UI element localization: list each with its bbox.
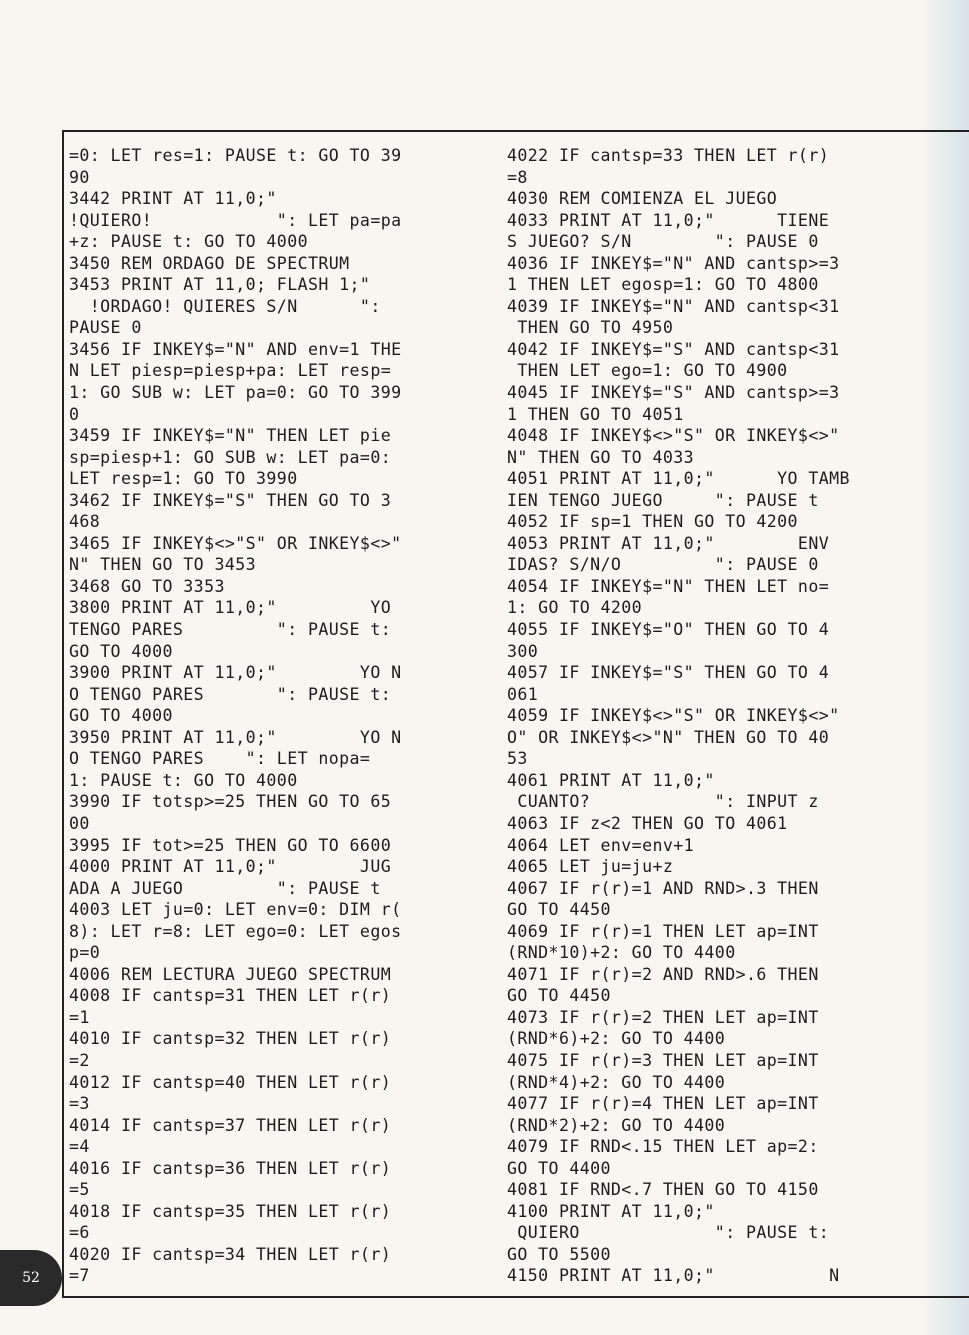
code-line: N LET piesp=piesp+pa: LET resp= xyxy=(69,361,392,381)
code-line: 00 xyxy=(69,813,90,833)
code-line: 4100 PRINT AT 11,0;" xyxy=(507,1201,715,1221)
code-line: 4022 IF cantsp=33 THEN LET r(r) xyxy=(507,146,830,165)
code-line: 3990 IF totsp>=25 THEN GO TO 65 xyxy=(69,792,392,812)
code-line: GO TO 5500 xyxy=(507,1244,611,1264)
code-line: =3 xyxy=(69,1094,90,1114)
code-line: N" THEN GO TO 4033 xyxy=(507,447,695,467)
code-line: 4057 IF INKEY$="S" THEN GO TO 4 xyxy=(507,663,830,683)
code-line: GO TO 4000 xyxy=(69,706,173,726)
code-line: 1: PAUSE t: GO TO 4000 xyxy=(69,770,298,790)
code-line: 4064 LET env=env+1 xyxy=(507,835,695,855)
code-line: S JUEGO? S/N ": PAUSE 0 xyxy=(507,232,819,252)
code-line: =8 xyxy=(507,167,528,187)
code-line: 4071 IF r(r)=2 AND RND>.6 THEN xyxy=(507,964,819,984)
code-line: =7 xyxy=(69,1266,90,1286)
page-number: 52 xyxy=(22,1270,40,1286)
code-line: 4054 IF INKEY$="N" THEN LET no= xyxy=(507,576,830,596)
code-line: 1: GO SUB w: LET pa=0: GO TO 399 xyxy=(69,383,402,403)
code-line: 53 xyxy=(507,749,528,769)
code-line: 1 THEN LET egosp=1: GO TO 4800 xyxy=(507,275,819,295)
code-line: 1 THEN GO TO 4051 xyxy=(507,404,684,424)
listing-left-column xyxy=(69,145,402,1287)
code-line: 4033 PRINT AT 11,0;" TIENE xyxy=(507,210,830,230)
code-line: (RND*4)+2: GO TO 4400 xyxy=(507,1072,726,1092)
code-line: 061 xyxy=(507,684,539,704)
code-line: PAUSE 0 xyxy=(69,318,142,338)
code-line: 3900 PRINT AT 11,0;" YO N xyxy=(69,663,402,683)
code-line: =2 xyxy=(69,1050,90,1070)
code-line: THEN LET ego=1: GO TO 4900 xyxy=(507,361,788,381)
code-line: 4014 IF cantsp=37 THEN LET r(r) xyxy=(69,1115,392,1135)
code-line: 3465 IF INKEY$<>"S" OR INKEY$<>" xyxy=(69,533,402,553)
code-line: +z: PAUSE t: GO TO 4000 xyxy=(69,232,308,252)
code-line: LET resp=1: GO TO 3990 xyxy=(69,469,298,489)
code-line: N" THEN GO TO 3453 xyxy=(69,555,257,575)
code-line: 4042 IF INKEY$="S" AND cantsp<31 xyxy=(507,339,840,359)
code-line: 4069 IF r(r)=1 THEN LET ap=INT xyxy=(507,921,819,941)
code-line: 3459 IF INKEY$="N" THEN LET pie xyxy=(69,426,392,446)
code-line: 300 xyxy=(507,641,539,661)
code-line: IEN TENGO JUEGO ": PAUSE t xyxy=(507,490,819,510)
code-line: 4039 IF INKEY$="N" AND cantsp<31 xyxy=(507,296,840,316)
code-line: GO TO 4400 xyxy=(507,1158,611,1178)
listing-right-column xyxy=(507,145,850,1287)
code-line: =5 xyxy=(69,1180,90,1200)
code-line: p=0 xyxy=(69,943,101,963)
code-line: CUANTO? ": INPUT z xyxy=(507,792,819,812)
code-line: 4048 IF INKEY$<>"S" OR INKEY$<>" xyxy=(507,426,840,446)
code-line: 3442 PRINT AT 11,0;" xyxy=(69,189,277,209)
code-line: 4036 IF INKEY$="N" AND cantsp>=3 xyxy=(507,253,840,273)
code-line: 4020 IF cantsp=34 THEN LET r(r) xyxy=(69,1244,392,1264)
code-line: =1 xyxy=(69,1007,90,1027)
code-line: 4018 IF cantsp=35 THEN LET r(r) xyxy=(69,1201,392,1221)
code-line: 3450 REM ORDAGO DE SPECTRUM xyxy=(69,253,350,273)
code-line: 3950 PRINT AT 11,0;" YO N xyxy=(69,727,402,747)
code-line: GO TO 4450 xyxy=(507,900,611,920)
code-line: 3453 PRINT AT 11,0; FLASH 1;" xyxy=(69,275,371,295)
code-line: 4006 REM LECTURA JUEGO SPECTRUM xyxy=(69,964,392,984)
code-line: 4079 IF RND<.15 THEN LET ap=2: xyxy=(507,1137,819,1157)
code-line: 4051 PRINT AT 11,0;" YO TAMB xyxy=(507,469,850,489)
code-line: 4010 IF cantsp=32 THEN LET r(r) xyxy=(69,1029,392,1049)
code-line: 1: GO TO 4200 xyxy=(507,598,643,618)
code-line: =4 xyxy=(69,1137,90,1157)
code-line: 4008 IF cantsp=31 THEN LET r(r) xyxy=(69,986,392,1006)
code-line: O TENGO PARES ": LET nopa= xyxy=(69,749,371,769)
code-line: 4045 IF INKEY$="S" AND cantsp>=3 xyxy=(507,383,840,403)
code-line: IDAS? S/N/O ": PAUSE 0 xyxy=(507,555,819,575)
code-line: 4067 IF r(r)=1 AND RND>.3 THEN xyxy=(507,878,819,898)
code-line: (RND*6)+2: GO TO 4400 xyxy=(507,1029,726,1049)
code-line: 4077 IF r(r)=4 THEN LET ap=INT xyxy=(507,1094,819,1114)
code-line: 8): LET r=8: LET ego=0: LET egos xyxy=(69,921,402,941)
code-line: 4003 LET ju=0: LET env=0: DIM r( xyxy=(69,900,402,920)
code-line: 468 xyxy=(69,512,101,532)
code-line: !QUIERO! ": LET pa=pa xyxy=(69,210,402,230)
code-line: =6 xyxy=(69,1223,90,1243)
code-line: 4073 IF r(r)=2 THEN LET ap=INT xyxy=(507,1007,819,1027)
code-line: 4016 IF cantsp=36 THEN LET r(r) xyxy=(69,1158,392,1178)
code-line: 4012 IF cantsp=40 THEN LET r(r) xyxy=(69,1072,392,1092)
code-line: 3456 IF INKEY$="N" AND env=1 THE xyxy=(69,339,402,359)
code-line: O TENGO PARES ": PAUSE t: xyxy=(69,684,392,704)
code-line: 4052 IF sp=1 THEN GO TO 4200 xyxy=(507,512,798,532)
code-line: 3468 GO TO 3353 xyxy=(69,576,225,596)
code-line: QUIERO ": PAUSE t: xyxy=(507,1223,830,1243)
code-line: 90 xyxy=(69,167,90,187)
code-line: 4061 PRINT AT 11,0;" xyxy=(507,770,715,790)
code-line: (RND*10)+2: GO TO 4400 xyxy=(507,943,736,963)
code-line: 4053 PRINT AT 11,0;" ENV xyxy=(507,533,830,553)
code-line: 4063 IF z<2 THEN GO TO 4061 xyxy=(507,813,788,833)
code-line: 0 xyxy=(69,404,80,424)
code-line: 3462 IF INKEY$="S" THEN GO TO 3 xyxy=(69,490,392,510)
code-line: 4030 REM COMIENZA EL JUEGO xyxy=(507,189,778,209)
code-line: O" OR INKEY$<>"N" THEN GO TO 40 xyxy=(507,727,830,747)
code-line: TENGO PARES ": PAUSE t: xyxy=(69,620,392,640)
code-line: (RND*2)+2: GO TO 4400 xyxy=(507,1115,726,1135)
code-line: GO TO 4000 xyxy=(69,641,173,661)
code-line: 4065 LET ju=ju+z xyxy=(507,857,674,877)
code-line: 3800 PRINT AT 11,0;" YO xyxy=(69,598,392,618)
code-line: 4059 IF INKEY$<>"S" OR INKEY$<>" xyxy=(507,706,840,726)
code-line: THEN GO TO 4950 xyxy=(507,318,674,338)
code-line: =0: LET res=1: PAUSE t: GO TO 39 xyxy=(69,146,402,165)
code-line: 4000 PRINT AT 11,0;" JUG xyxy=(69,857,392,877)
code-line: !ORDAGO! QUIERES S/N ": xyxy=(69,296,381,316)
code-line: 3995 IF tot>=25 THEN GO TO 6600 xyxy=(69,835,392,855)
code-line: 4075 IF r(r)=3 THEN LET ap=INT xyxy=(507,1050,819,1070)
page-number-tab xyxy=(0,1250,62,1306)
code-line: GO TO 4450 xyxy=(507,986,611,1006)
code-line: ADA A JUEGO ": PAUSE t xyxy=(69,878,381,898)
code-line: sp=piesp+1: GO SUB w: LET pa=0: xyxy=(69,447,392,467)
code-line: 4150 PRINT AT 11,0;" N xyxy=(507,1266,840,1286)
code-line: 4081 IF RND<.7 THEN GO TO 4150 xyxy=(507,1180,819,1200)
code-line: 4055 IF INKEY$="O" THEN GO TO 4 xyxy=(507,620,830,640)
